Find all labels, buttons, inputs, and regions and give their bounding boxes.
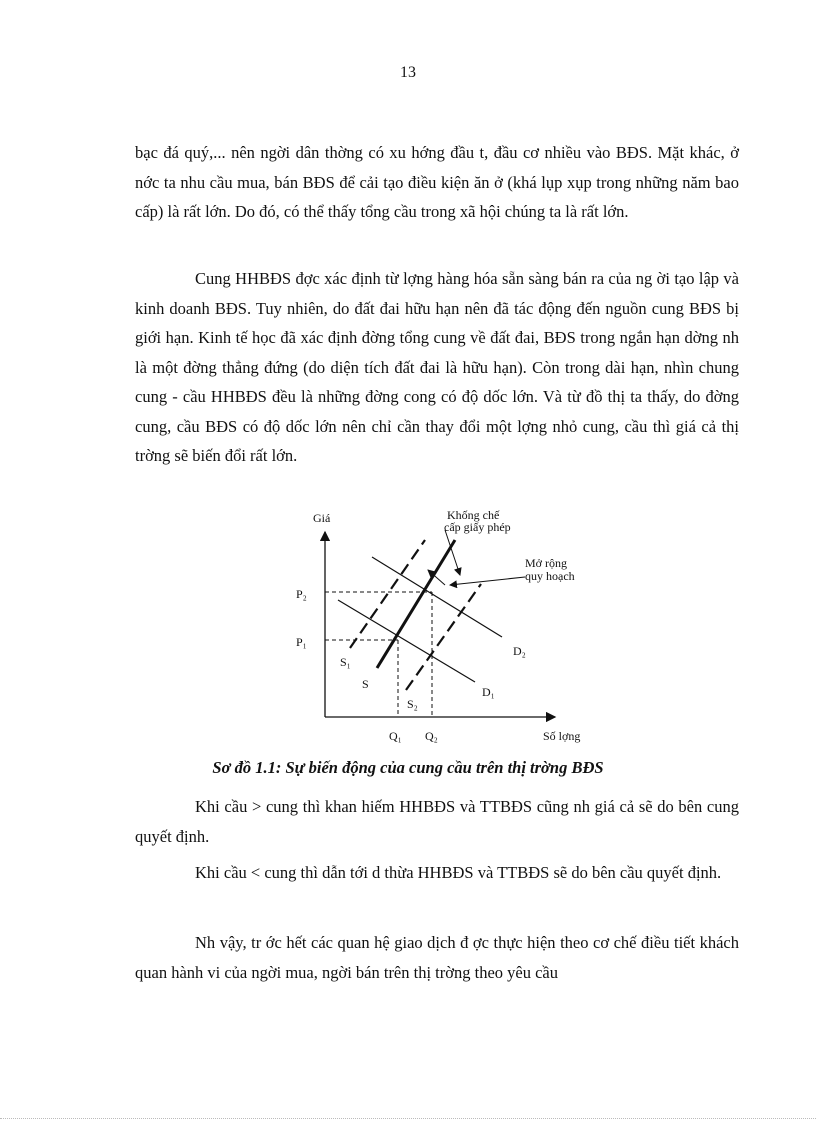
label-s2: S₂ [407,697,418,711]
label-s: S [362,677,369,691]
annotation-plan-1: Mở rộng [525,556,568,570]
paragraph-4: Khi cầu < cung thì dẫn tới d thừa HHBĐS và TTBĐS sẽ do bên cầu quyết định. [195,863,722,882]
demand-curve-d1 [338,600,475,682]
tick-q1: Q₁ [389,729,402,743]
label-d1: D₁ [482,685,495,699]
supply-curve-s [377,540,455,668]
paragraph-5: Nh vậy, tr ớc hết các quan hệ giao dịch đ ợc thực hiện theo cơ chế điều tiết khách quan hành vi của ngời mua, ngời bán trên thị trờng theo yêu cầu [135,933,739,982]
figure-caption: Sơ đồ 1.1: Sự biến động của cung cầu trên thị trờng BĐS [212,758,604,777]
page-bottom-border [0,1118,816,1119]
supply-demand-diagram [280,500,610,750]
label-s1: S₁ [340,655,351,669]
tick-p1: P₁ [296,635,307,649]
paragraph-3: Khi cầu > cung thì khan hiếm HHBĐS và TTBĐS cũng nh giá cả sẽ do bên cung quyết định. [135,797,739,846]
label-d2: D₂ [513,644,526,658]
tick-q2: Q₂ [425,729,438,743]
paragraph-2: Cung HHBĐS đợc xác định từ lợng hàng hóa sẵn sàng bán ra của ng ời tạo lập và kinh doanh BĐS. Tuy nhiên, do đất đai hữu hạn nên đã tác động đến nguồn cung BĐS bị giới hạn. Kinh tế học đã xác định đờng tổng cung về đất đai, BĐS trong ngắn hạn dờng nh là một đờng thẳng đứng (do diện tích đất đai là hữu hạn). Còn trong dài hạn, nhìn chung cung - cầu HHBĐS đều là những đờng cong có độ dốc lớn. Và từ đồ thị ta thấy, do đờng cung, cầu BĐS có độ dốc lớn nên chỉ cần thay đổi một lợng nhỏ cung, cầu thì giá cả thị trờng sẽ biến đổi rất lớn. [135,269,739,465]
x-axis-label: Số lợng [543,729,581,743]
expand-arrow [450,577,525,585]
tick-p2: P₂ [296,587,307,601]
y-axis-label: Giá [313,511,331,525]
supply-curve-s1 [350,540,425,648]
page-number: 13 [400,64,416,81]
annotation-license-2: cấp giấy phép [444,520,511,534]
paragraph-1: bạc đá quý,... nên ngời dân thờng có xu hớng đầu t, đầu cơ nhiều vào BĐS. Mặt khác, ở nớc ta nhu cầu mua, bán BĐS để cải tạo điều kiện ăn ở (khá lụp xụp trong những năm bao cấp) là rất lớn. Do đó, có thể thấy tổng cầu trong xã hội chúng ta là rất lớn. [135,143,739,221]
annotation-plan-2: quy hoạch [525,569,575,583]
annotation-license-1: Khống chế [447,508,500,522]
